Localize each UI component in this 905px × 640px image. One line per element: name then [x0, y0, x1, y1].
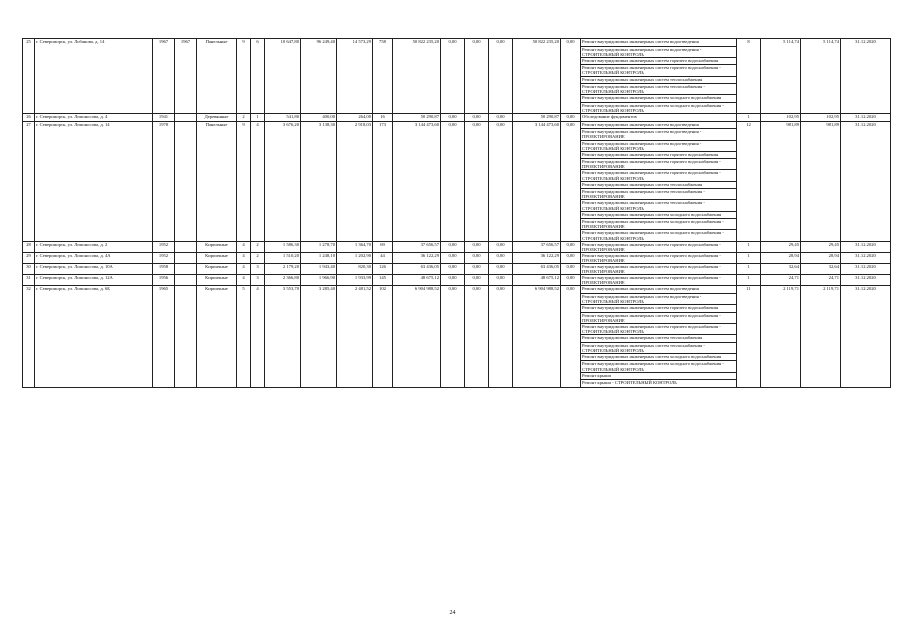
- cell-work-type: Ремонт внутридомовых инженерных систем теплоснабжения - СТРОИТЕЛЬНЫЙ КОНТРОЛЬ: [581, 342, 737, 353]
- cell-work-type: Ремонт внутридомовых инженерных систем теплоснабжения - СТРОИТЕЛЬНЫЙ КОНТРОЛЬ: [581, 200, 737, 211]
- cell-area-residential: 1 966,90: [301, 275, 337, 286]
- cell-work-type: Ремонт внутридомовых инженерных систем теплоснабжения - СТРОИТЕЛЬНЫЙ КОНТРОЛЬ: [581, 84, 737, 95]
- cell-address: г. Североморск, ул. Ломоносова, д. 4: [35, 114, 153, 122]
- cell-cost-local: 0,00: [489, 275, 513, 286]
- cell-work-type: Ремонт внутридомовых инженерных систем теплоснабжения: [581, 335, 737, 343]
- cell-deadline: 31.12.2020: [841, 121, 891, 241]
- cell-work-type: Ремонт внутридомовых инженерных систем холодного водоснабжения: [581, 95, 737, 103]
- cell-work-type: Ремонт внутридомовых инженерных систем горячего водоснабжения - ПРОЕКТИРОВАНИЕ: [581, 252, 737, 263]
- cell-work-type: Ремонт внутридомовых инженерных систем горячего водоснабжения - ПРОЕКТИРОВАНИЕ: [581, 312, 737, 323]
- cell-wall-material: Панельные: [197, 39, 237, 114]
- cell-area-living: 1 933,99: [337, 275, 373, 286]
- cell-cost-local: 0,00: [489, 39, 513, 114]
- cell-area-residential: 1 943,40: [301, 263, 337, 274]
- cell-row-number: 28: [23, 241, 35, 252]
- cell-work-type: Ремонт внутридомовых инженерных систем водоотведения - СТРОИТЕЛЬНЫЙ КОНТРОЛЬ: [581, 140, 737, 151]
- cell-cost-owners: 50 822 235,20: [513, 39, 561, 114]
- cell-floors: 4: [237, 241, 251, 252]
- cell-cost-local: 0,00: [489, 121, 513, 241]
- cell-year-renovated: [175, 252, 197, 263]
- cell-extra-value: 0,00: [561, 252, 581, 263]
- cell-cost-regional: 0,00: [465, 39, 489, 114]
- cell-wall-material: Кирпичные: [197, 286, 237, 388]
- table-row: [23, 121, 891, 129]
- cell-area-living: 264,00: [337, 114, 373, 122]
- cell-cost-total: 37 656,57: [393, 241, 441, 252]
- cell-year-renovated: [175, 275, 197, 286]
- cell-wall-material: Деревянные: [197, 114, 237, 122]
- cell-entrances: 4: [251, 286, 265, 388]
- cell-cost-owners: 50 290,87: [513, 114, 561, 122]
- cell-work-type: Ремонт внутридомовых инженерных систем водоотведения: [581, 39, 737, 47]
- cell-year-renovated: 1967: [175, 39, 197, 114]
- cell-work-type: Ремонт внутридомовых инженерных систем горячего водоснабжения - ПРОЕКТИРОВАНИЕ: [581, 263, 737, 274]
- cell-address: г. Североморск, ул. Ломоносова, д. 10А: [35, 263, 153, 274]
- cell-work-type: Ремонт внутридомовых инженерных систем водоотведения - СТРОИТЕЛЬНЫЙ КОНТРОЛЬ: [581, 46, 737, 57]
- cell-sum-approved: 28,94: [801, 252, 841, 263]
- table-row: [23, 263, 891, 274]
- page-number: 24: [449, 610, 456, 616]
- table-row: [23, 241, 891, 252]
- cell-cost-total: 50 290,87: [393, 114, 441, 122]
- cell-area-residential: 1 248,10: [301, 252, 337, 263]
- cell-area-total: 2 179,20: [265, 263, 301, 274]
- cell-sum-approved: 32,64: [801, 263, 841, 274]
- cell-area-total: 1 586,30: [265, 241, 301, 252]
- cell-extra-value: 0,00: [561, 114, 581, 122]
- cell-wall-material: Кирпичные: [197, 275, 237, 286]
- cell-floors: 9: [237, 39, 251, 114]
- cell-year-built: 1978: [153, 121, 175, 241]
- cell-sum-planned: 29,45: [761, 241, 801, 252]
- cell-area-living: 14 573,29: [337, 39, 373, 114]
- cell-residents: 145: [373, 275, 393, 286]
- cell-row-number: 27: [23, 121, 35, 241]
- cell-deadline: 31.12.2020: [841, 286, 891, 388]
- cell-work-count: 11: [737, 286, 761, 388]
- cell-wall-material: Панельные: [197, 121, 237, 241]
- cell-cost-owners: 3 144 473,60: [513, 121, 561, 241]
- cell-area-total: 1 510,20: [265, 252, 301, 263]
- cell-address: г. Североморск, ул. Ломоносова, д. 14: [35, 121, 153, 241]
- cell-entrances: 3: [251, 263, 265, 274]
- cell-cost-federal: 0,00: [441, 263, 465, 274]
- cell-floors: 4: [237, 252, 251, 263]
- cell-work-type: Ремонт внутридомовых инженерных систем холодного водоснабжения: [581, 211, 737, 219]
- cell-area-total: 541,80: [265, 114, 301, 122]
- cell-work-type: Ремонт внутридомовых инженерных систем водоотведения - ПРОЕКТИРОВАНИЕ: [581, 129, 737, 140]
- cell-cost-regional: 0,00: [465, 275, 489, 286]
- cell-cost-local: 0,00: [489, 114, 513, 122]
- cell-work-type: Ремонт внутридомовых инженерных систем теплоснабжения: [581, 76, 737, 84]
- cell-sum-approved: 29,45: [801, 241, 841, 252]
- cell-cost-total: 48 675,12: [393, 275, 441, 286]
- cell-cost-local: 0,00: [489, 286, 513, 388]
- cell-work-type: Ремонт внутридомовых инженерных систем горячего водоснабжения - ПРОЕКТИРОВАНИЕ: [581, 159, 737, 170]
- cell-sum-planned: 28,94: [761, 252, 801, 263]
- cell-year-built: 1952: [153, 241, 175, 252]
- table-row: [23, 275, 891, 286]
- cell-entrances: 2: [251, 252, 265, 263]
- cell-work-count: 1: [737, 252, 761, 263]
- cell-floors: 9: [237, 121, 251, 241]
- cell-extra-value: 0,00: [561, 263, 581, 274]
- cell-row-number: 29: [23, 252, 35, 263]
- cell-cost-total: 50 822 235,20: [393, 39, 441, 114]
- cell-cost-regional: 0,00: [465, 121, 489, 241]
- cell-deadline: 31.12.2020: [841, 275, 891, 286]
- cell-area-total: 10 647,80: [265, 39, 301, 114]
- cell-cost-federal: 0,00: [441, 252, 465, 263]
- cell-deadline: 31.12.2020: [841, 39, 891, 114]
- cell-cost-owners: 6 904 988,52: [513, 286, 561, 388]
- cell-work-type: Ремонт крыши - СТРОИТЕЛЬНЫЙ КОНТРОЛЬ: [581, 380, 737, 388]
- cell-sum-planned: 24,71: [761, 275, 801, 286]
- cell-work-type: Ремонт внутридомовых инженерных систем холодного водоснабжения - СТРОИТЕЛЬНЫЙ КОНТРОЛЬ: [581, 102, 737, 113]
- cell-residents: 126: [373, 263, 393, 274]
- cell-cost-regional: 0,00: [465, 114, 489, 122]
- cell-sum-planned: 102,95: [761, 114, 801, 122]
- cell-cost-total: 3 144 473,60: [393, 121, 441, 241]
- cell-work-type: Ремонт внутридомовых инженерных систем горячего водоснабжения - СТРОИТЕЛЬНЫЙ КОНТРОЛЬ: [581, 65, 737, 76]
- cell-address: г. Североморск, ул. Лобанова, д. 14: [35, 39, 153, 114]
- cell-extra-value: 0,00: [561, 241, 581, 252]
- cell-deadline: 31.12.2020: [841, 114, 891, 122]
- cell-cost-regional: 0,00: [465, 241, 489, 252]
- cell-work-count: 8: [737, 39, 761, 114]
- cell-cost-federal: 0,00: [441, 39, 465, 114]
- cell-year-renovated: [175, 121, 197, 241]
- cell-area-total: 3 676,20: [265, 121, 301, 241]
- cell-work-type: Ремонт внутридомовых инженерных систем горячего водоснабжения: [581, 305, 737, 313]
- cell-sum-approved: 24,71: [801, 275, 841, 286]
- cell-residents: 102: [373, 286, 393, 388]
- cell-entrances: 4: [251, 121, 265, 241]
- cell-area-living: 1 364,70: [337, 241, 373, 252]
- cell-cost-total: 63 436,05: [393, 263, 441, 274]
- cell-floors: 4: [237, 263, 251, 274]
- cell-work-count: 1: [737, 275, 761, 286]
- cell-residents: 69: [373, 241, 393, 252]
- cell-area-total: 2 366,80: [265, 275, 301, 286]
- cell-cost-regional: 0,00: [465, 286, 489, 388]
- cell-sum-approved: 5 114,74: [801, 39, 841, 114]
- cell-extra-value: 0,00: [561, 121, 581, 241]
- cell-work-type: Ремонт внутридомовых инженерных систем холодного водоснабжения - СТРОИТЕЛЬНЫЙ КОНТРОЛЬ: [581, 361, 737, 372]
- cell-cost-federal: 0,00: [441, 286, 465, 388]
- cell-cost-total: 36 122,29: [393, 252, 441, 263]
- cell-row-number: 30: [23, 263, 35, 274]
- cell-residents: 16: [373, 114, 393, 122]
- cell-sum-planned: 5 114,74: [761, 39, 801, 114]
- cell-work-type: Ремонт внутридомовых инженерных систем горячего водоснабжения - ПРОЕКТИРОВАНИЕ: [581, 275, 737, 286]
- cell-address: г. Североморск, ул. Ломоносова, д. 4А: [35, 252, 153, 263]
- cell-floors: 5: [237, 286, 251, 388]
- cell-deadline: 31.12.2020: [841, 263, 891, 274]
- cell-cost-federal: 0,00: [441, 121, 465, 241]
- cell-work-type: Обследование фундаментов: [581, 114, 737, 122]
- cell-cost-regional: 0,00: [465, 252, 489, 263]
- cell-work-type: Ремонт внутридомовых инженерных систем горячего водоснабжения - СТРОИТЕЛЬНЫЙ КОНТРОЛЬ: [581, 170, 737, 181]
- cell-extra-value: 0,00: [561, 286, 581, 388]
- cell-work-count: 1: [737, 114, 761, 122]
- cell-work-type: Ремонт внутридомовых инженерных систем холодного водоснабжения - СТРОИТЕЛЬНЫЙ КОНТРОЛЬ: [581, 230, 737, 241]
- cell-work-type: Ремонт внутридомовых инженерных систем водоотведения: [581, 121, 737, 129]
- cell-work-type: Ремонт внутридомовых инженерных систем холодного водоснабжения: [581, 353, 737, 361]
- cell-work-type: Ремонт крыши: [581, 372, 737, 380]
- table-row: [23, 39, 891, 47]
- cell-year-built: 1958: [153, 263, 175, 274]
- cell-sum-planned: 2 119,71: [761, 286, 801, 388]
- cell-year-built: 1965: [153, 286, 175, 388]
- cell-work-type: Ремонт внутридомовых инженерных систем горячего водоснабжения: [581, 151, 737, 159]
- cell-row-number: 32: [23, 286, 35, 388]
- cell-extra-value: 0,00: [561, 275, 581, 286]
- cell-entrances: 1: [251, 114, 265, 122]
- cell-cost-owners: 36 122,29: [513, 252, 561, 263]
- cell-floors: 4: [237, 275, 251, 286]
- cell-residents: 758: [373, 39, 393, 114]
- cell-extra-value: 0,00: [561, 39, 581, 114]
- cell-deadline: 31.12.2020: [841, 241, 891, 252]
- cell-work-type: Ремонт внутридомовых инженерных систем горячего водоснабжения - СТРОИТЕЛЬНЫЙ КОНТРОЛЬ: [581, 323, 737, 334]
- cell-cost-owners: 63 436,05: [513, 263, 561, 274]
- cell-row-number: 25: [23, 39, 35, 114]
- cell-cost-regional: 0,00: [465, 263, 489, 274]
- cell-year-built: 1956: [153, 275, 175, 286]
- cell-area-residential: 1 278,70: [301, 241, 337, 252]
- cell-area-residential: 96 249,40: [301, 39, 337, 114]
- cell-work-type: Ремонт внутридомовых инженерных систем водоотведения - СТРОИТЕЛЬНЫЙ КОНТРОЛЬ: [581, 293, 737, 304]
- cell-wall-material: Кирпичные: [197, 263, 237, 274]
- cell-sum-approved: 102,95: [801, 114, 841, 122]
- cell-address: г. Североморск, ул. Ломоносова, д. 12А: [35, 275, 153, 286]
- cell-year-built: 1952: [153, 252, 175, 263]
- cell-sum-approved: 981,89: [801, 121, 841, 241]
- cell-cost-federal: 0,00: [441, 114, 465, 122]
- cell-wall-material: Кирпичные: [197, 252, 237, 263]
- cell-year-renovated: [175, 263, 197, 274]
- cell-work-count: 12: [737, 121, 761, 241]
- cell-deadline: 31.12.2020: [841, 252, 891, 263]
- cell-cost-owners: 37 656,57: [513, 241, 561, 252]
- cell-sum-planned: 32,64: [761, 263, 801, 274]
- cell-cost-owners: 48 675,12: [513, 275, 561, 286]
- cell-cost-local: 0,00: [489, 241, 513, 252]
- cell-cost-total: 6 904 988,52: [393, 286, 441, 388]
- cell-address: г. Североморск, ул. Ломоносова, д. 6Б: [35, 286, 153, 388]
- cell-area-residential: 3 285,40: [301, 286, 337, 388]
- cell-sum-planned: 981,89: [761, 121, 801, 241]
- cell-area-living: 1 202,90: [337, 252, 373, 263]
- cell-sum-approved: 2 119,71: [801, 286, 841, 388]
- cell-wall-material: Кирпичные: [197, 241, 237, 252]
- cell-entrances: 2: [251, 241, 265, 252]
- register-sheet: [22, 38, 890, 388]
- cell-row-number: 31: [23, 275, 35, 286]
- cell-residents: 173: [373, 121, 393, 241]
- cell-area-living: 820,30: [337, 263, 373, 274]
- cell-cost-local: 0,00: [489, 252, 513, 263]
- cell-year-renovated: [175, 241, 197, 252]
- cell-year-built: 1967: [153, 39, 175, 114]
- cell-work-type: Ремонт внутридомовых инженерных систем водоотведения: [581, 286, 737, 294]
- cell-cost-federal: 0,00: [441, 275, 465, 286]
- table-row: [23, 114, 891, 122]
- cell-work-count: 1: [737, 241, 761, 252]
- cell-cost-federal: 0,00: [441, 241, 465, 252]
- cell-entrances: 3: [251, 275, 265, 286]
- cell-cost-local: 0,00: [489, 263, 513, 274]
- cell-area-living: 2 481,52: [337, 286, 373, 388]
- cell-entrances: 6: [251, 39, 265, 114]
- table-row: [23, 286, 891, 294]
- cell-work-count: 1: [737, 263, 761, 274]
- cell-work-type: Ремонт внутридомовых инженерных систем теплоснабжения - ПРОЕКТИРОВАНИЕ: [581, 189, 737, 200]
- cell-row-number: 26: [23, 114, 35, 122]
- cell-area-residential: 3 138,30: [301, 121, 337, 241]
- cell-area-residential: 400,00: [301, 114, 337, 122]
- cell-work-type: Ремонт внутридомовых инженерных систем горячего водоснабжения - ПРОЕКТИРОВАНИЕ: [581, 241, 737, 252]
- table-body: [23, 39, 891, 388]
- cell-year-renovated: [175, 114, 197, 122]
- cell-address: г. Североморск, ул. Ломоносова, д. 2: [35, 241, 153, 252]
- cell-year-built: 1941: [153, 114, 175, 122]
- cell-residents: 44: [373, 252, 393, 263]
- cell-work-type: Ремонт внутридомовых инженерных систем горячего водоснабжения: [581, 57, 737, 65]
- cell-area-total: 3 553,70: [265, 286, 301, 388]
- cell-work-type: Ремонт внутридомовых инженерных систем теплоснабжения: [581, 181, 737, 189]
- cell-area-living: 2 918,03: [337, 121, 373, 241]
- table-row: [23, 252, 891, 263]
- cell-work-type: Ремонт внутридомовых инженерных систем холодного водоснабжения - ПРОЕКТИРОВАНИЕ: [581, 219, 737, 230]
- cell-floors: 2: [237, 114, 251, 122]
- housing-repair-table: [22, 38, 891, 388]
- cell-year-renovated: [175, 286, 197, 388]
